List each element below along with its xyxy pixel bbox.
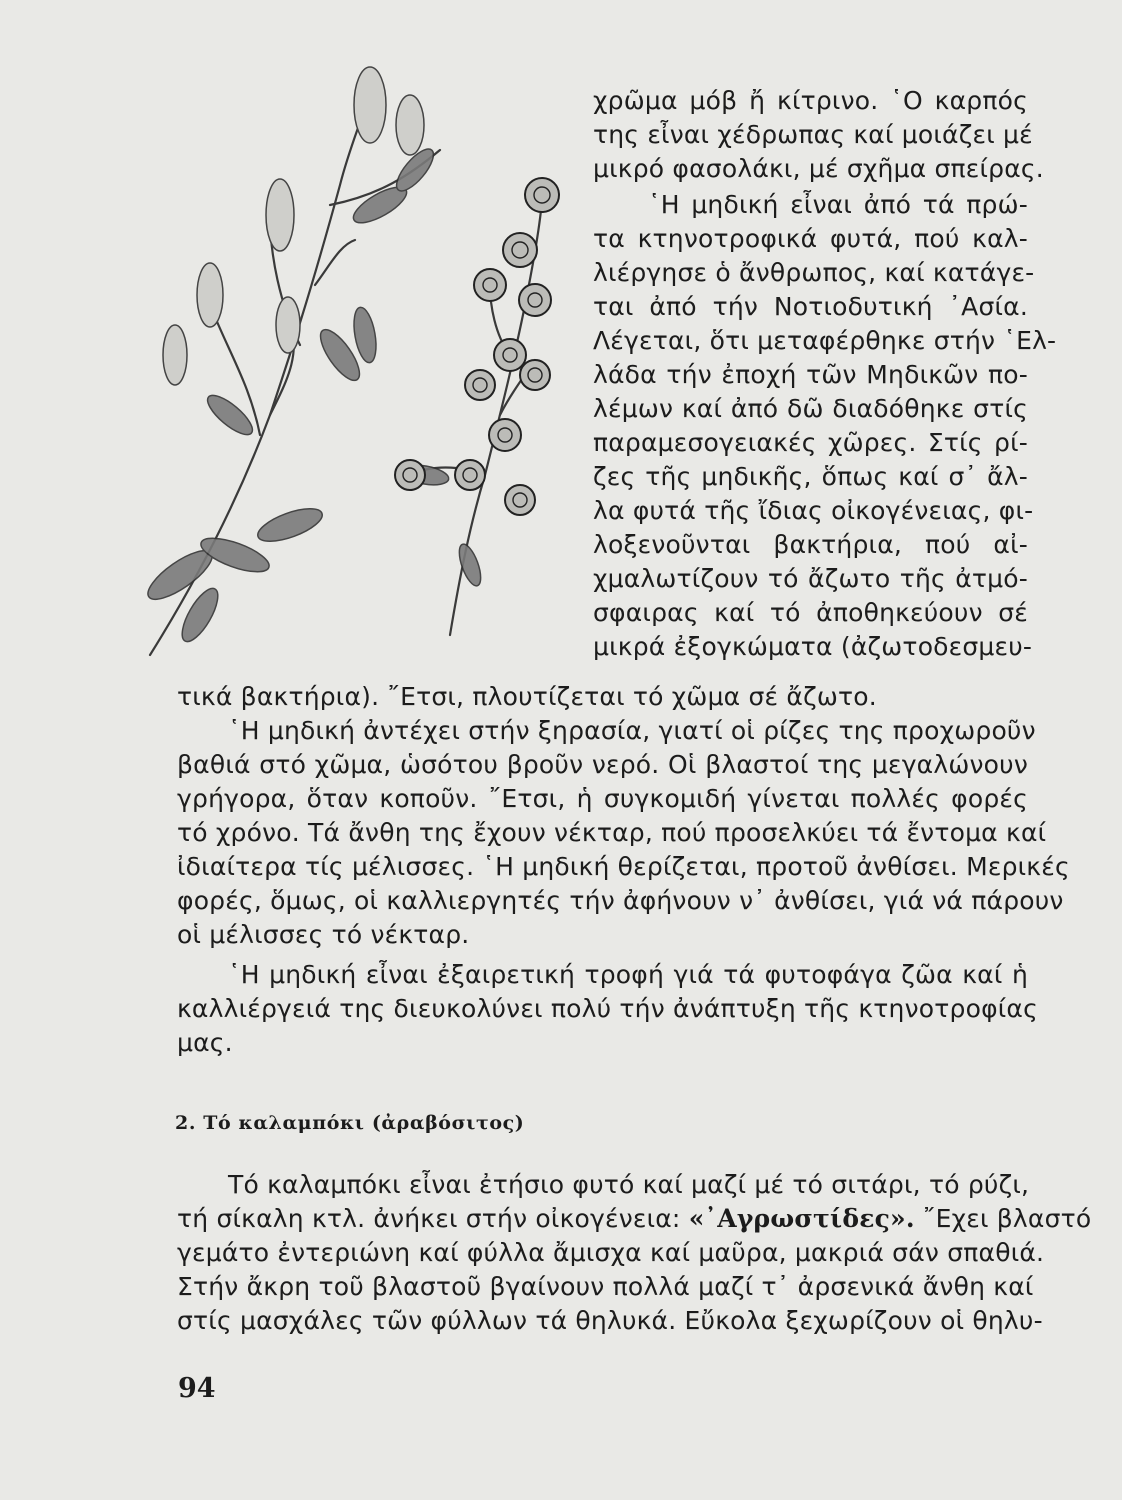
text-line: λιέργησε ὁ ἄνθρωπος, καί κατάγε- [593, 258, 1035, 287]
text-line: τικά βακτήρια). ῎Ετσι, πλουτίζεται τό χῶμα σέ ἄζωτο. [177, 682, 877, 711]
text-line: καλλιέργειά της διευκολύνει πολύ τήν ἀνάπτυξη τῆς κτηνοτροφίας [177, 994, 1038, 1023]
text-line: Στήν ἄκρη τοῦ βλαστοῦ βγαίνουν πολλά μαζί τ᾿ ἀρσενικά ἄνθη καί [177, 1272, 1034, 1301]
text-line: ῾Η μηδική εἶναι ἀπό τά πρώ- [648, 190, 1028, 219]
text-line: ἰδιαίτερα τίς μέλισσες. ῾Η μηδική θερίζεται, προτοῦ ἀνθίσει. Μερικές [177, 852, 1070, 881]
text-line: λέμων καί ἀπό δῶ διαδόθηκε στίς [593, 394, 1028, 423]
family-name-bold: «᾿Αγρωστίδες». [688, 1204, 915, 1233]
text-line: ζες τῆς μηδικῆς, ὅπως καί σ᾿ ἄλ- [593, 462, 1028, 491]
text-line: τα κτηνοτροφικά φυτά, πού καλ- [593, 224, 1028, 253]
text-line: λάδα τήν ἐποχή τῶν Μηδικῶν πο- [593, 360, 1028, 389]
text-line: Λέγεται, ὅτι μεταφέρθηκε στήν ῾Ελ- [593, 326, 1057, 355]
text-line: οἱ μέλισσες τό νέκταρ. [177, 920, 470, 949]
text-line: λοξενοῦνται βακτήρια, πού αἰ- [593, 530, 1028, 559]
text-line: σφαιρας καί τό ἀποθηκεύουν σέ [593, 598, 1028, 627]
text-line: ῾Η μηδική εἶναι ἐξαιρετική τροφή γιά τά φυτοφάγα ζῶα καί ἡ [228, 960, 1028, 989]
text-line [177, 1202, 1092, 1236]
text-line: μικρά ἐξογκώματα (ἀζωτοδεσμευ- [593, 632, 1033, 661]
text-line: βαθιά στό χῶμα, ὡσότου βροῦν νερό. Οἱ βλαστοί της μεγαλώνουν [177, 750, 1028, 779]
text-line: μικρό φασολάκι, μέ σχῆμα σπείρας. [593, 154, 1044, 183]
text-line: χρῶμα μόβ ἤ κίτρινο. ῾Ο καρπός [593, 86, 1028, 115]
text-line: ῾Η μηδική ἀντέχει στήν ξηρασία, γιατί οἱ ρίζες της προχωροῦν [228, 716, 1036, 745]
text-line: γεμάτο ἐντεριώνη καί φύλλα ἄμισχα καί μαῦρα, μακριά σάν σπαθιά. [177, 1238, 1045, 1267]
text-line: Τό καλαμπόκι εἶναι ἐτήσιο φυτό καί μαζί μέ τό σιτάρι, τό ρύζι, [228, 1170, 1030, 1199]
text-segment: τή σίκαλη κτλ. ἀνήκει στήν οἰκογένεια: [177, 1204, 681, 1233]
text-line: της εἶναι χέδρωπας καί μοιάζει μέ [593, 120, 1033, 149]
section-heading: 2. Τό καλαμπόκι (ἀραβόσιτος) [175, 1112, 525, 1134]
text-line: στίς μασχάλες τῶν φύλλων τά θηλυκά. Εὔκολα ξεχωρίζουν οἱ θηλυ- [177, 1306, 1043, 1335]
alfalfa-illustration [140, 55, 580, 675]
text-line: τό χρόνο. Τά ἄνθη της ἔχουν νέκταρ, πού προσελκύει τά ἔντομα καί [177, 818, 1047, 847]
text-line: φορές, ὅμως, οἱ καλλιεργητές τήν ἀφήνουν ν᾿ ἀνθίσει, γιά νά πάρουν [177, 886, 1064, 915]
page-number: 94 [178, 1373, 216, 1404]
text-line: ται ἀπό τήν Νοτιοδυτική ᾿Ασία. [593, 292, 1028, 321]
text-line: παραμεσογειακές χῶρες. Στίς ρί- [593, 428, 1028, 457]
text-line: μας. [177, 1028, 233, 1057]
text-line: γρήγορα, ὅταν κοποῦν. ῎Ετσι, ἡ συγκομιδή γίνεται πολλές φορές [177, 784, 1028, 813]
text-line: λα φυτά τῆς ἴδιας οἰκογένειας, φι- [593, 496, 1034, 525]
text-segment: ῎Εχει βλαστό [922, 1204, 1092, 1233]
text-line: χμαλωτίζουν τό ἄζωτο τῆς ἀτμό- [593, 564, 1028, 593]
